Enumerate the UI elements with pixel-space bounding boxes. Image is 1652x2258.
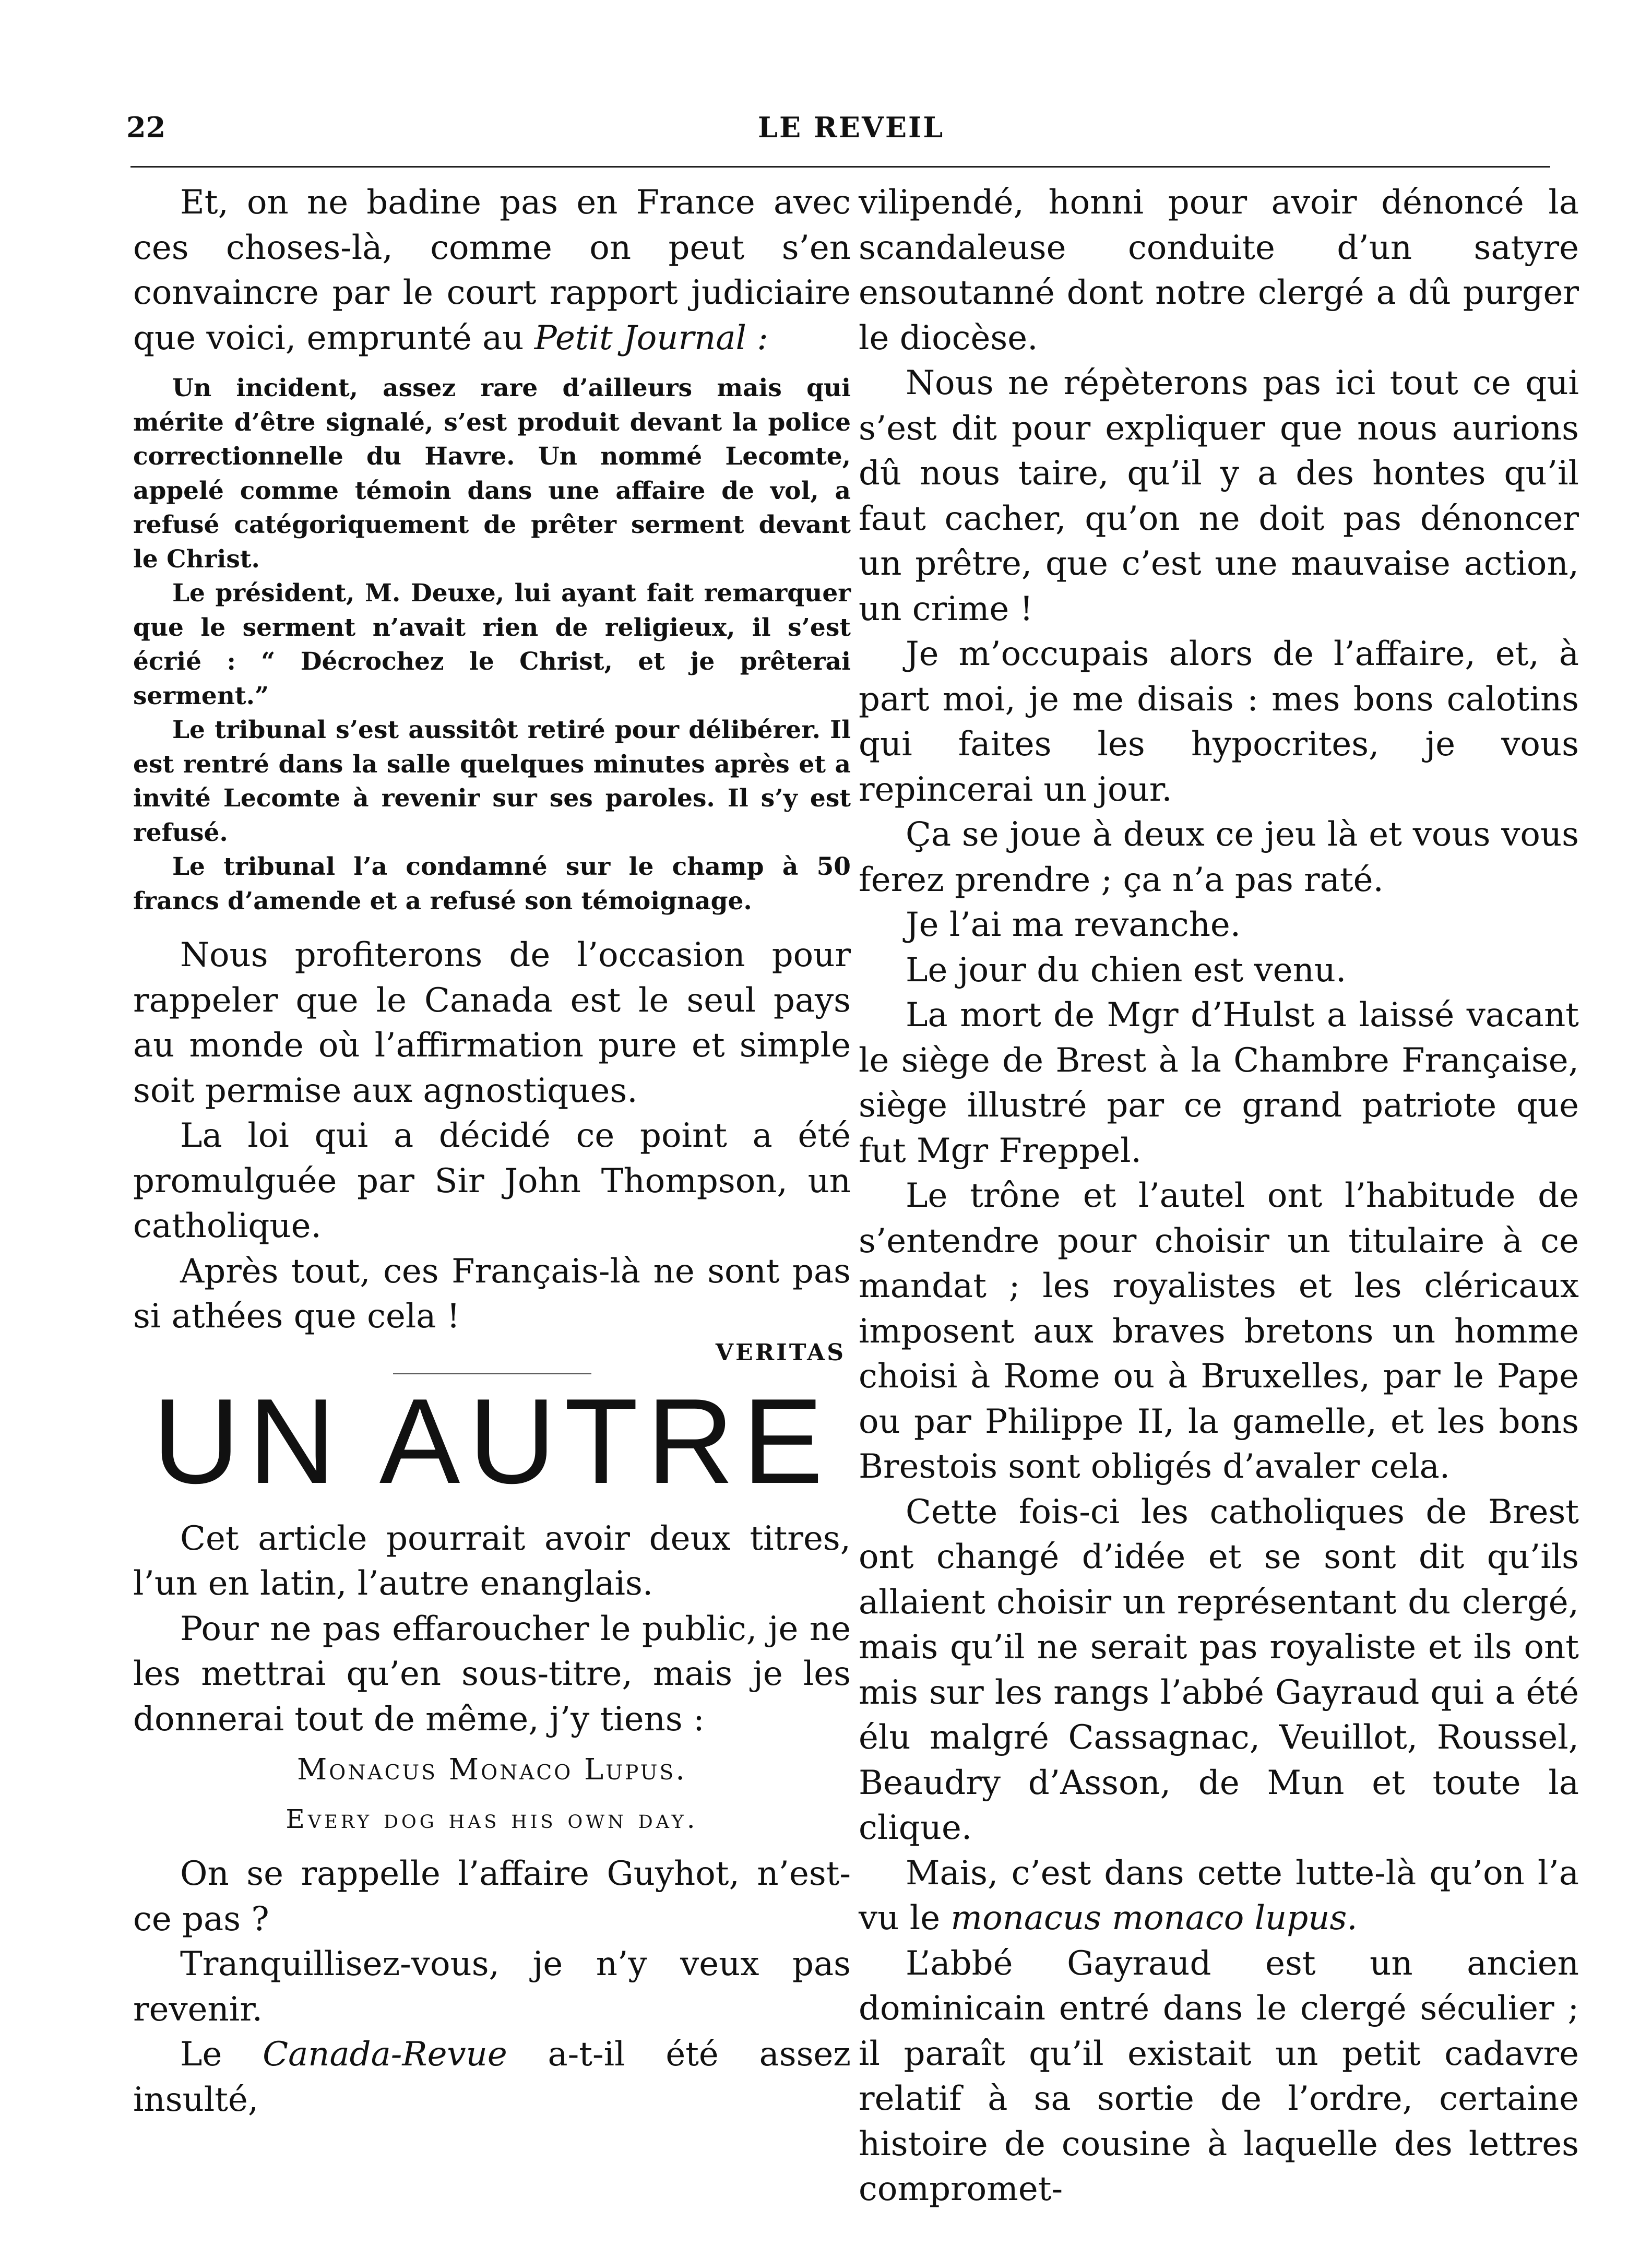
paragraph-text: Mais, c’est dans cette lutte-là qu’on l’a vu le <box>859 1853 1579 1938</box>
right-column <box>859 180 1579 2212</box>
paragraph: Après tout, ces Français-là ne sont pas si athées que cela ! <box>133 1252 851 1336</box>
left-column <box>133 180 851 2122</box>
paragraph: Pour ne pas effaroucher le public, je ne les mettrai qu’en sous-titre, mais je les donnerai tout de même, j’y tiens : <box>133 1609 851 1739</box>
paragraph: Je l’ai ma revanche. <box>906 906 1241 944</box>
paragraph: vilipendé, honni pour avoir dénoncé la scandaleuse conduite d’un satyre ensoutanné dont notre clergé a dû purger le diocèse. <box>859 183 1579 358</box>
paragraph <box>133 180 851 361</box>
latin-subtitle: Monacus Monaco Lupus. <box>296 1753 687 1787</box>
paragraph: La mort de Mgr d’Hulst a laissé vacant le siège de Brest à la Chambre Française, siège illustré par ce grand patriote que fut Mgr Freppel. <box>859 996 1579 1170</box>
author-signature: VERITAS <box>715 1339 846 1366</box>
paragraph: On se rappelle l’affaire Guyhot, n’est-ce pas ? <box>133 1855 851 1939</box>
article-title: UN AUTRE <box>152 1373 832 1509</box>
paragraph-text: a-t-il été assez insulté, <box>133 2035 851 2119</box>
court-report-quote <box>133 371 851 918</box>
paragraph: L’abbé Gayraud est un ancien dominicain entré dans le clergé séculier ; il paraît qu’il existait un petit cadavre relatif à sa sortie de l’ordre, certaine histoire de cousine à laquelle des lettres compromet- <box>859 1944 1579 2208</box>
paragraph: Nous ne répèterons pas ici tout ce qui s’est dit pour expliquer que nous aurions dû nous taire, qu’il y a des hontes qu’il faut cacher, qu’on ne doit pas dénoncer un prêtre, que c’est une mauvaise action, un crime ! <box>859 364 1579 628</box>
paragraph: Cet article pourrait avoir deux titres, l’un en latin, l’autre enanglais. <box>133 1519 851 1603</box>
paragraph: Le trône et l’autel ont l’habitude de s’entendre pour choisir un titulaire à ce mandat ; les royalistes et les cléricaux imposent aux braves bretons un homme choisi à Rome ou à Bruxelles, par le Pape ou par Philippe II, la gamelle, et les bons Brestois sont obligés d’avaler cela. <box>859 1176 1579 1486</box>
paragraph <box>859 1851 1579 1941</box>
paragraph: La loi qui a décidé ce point a été promulguée par Sir John Thompson, un catholique. <box>133 1116 851 1245</box>
paragraph <box>133 2032 851 2122</box>
running-title: LE REVEIL <box>758 111 945 144</box>
paragraph: Nous profiterons de l’occasion pour rappeler que le Canada est le seul pays au monde où l’affirmation pure et simple soit permise aux agnostiques. <box>133 936 851 1110</box>
page-number: 22 <box>126 111 166 144</box>
journal-name: Canada-Revue <box>263 2035 507 2074</box>
english-subtitle: Every dog has his own day. <box>286 1804 698 1834</box>
header-rule <box>130 166 1550 168</box>
newspaper-name: Petit Journal : <box>534 318 768 358</box>
quote-paragraph: Le tribunal l’a condamné sur le champ à 50 francs d’amende et a refusé son témoignage. <box>133 852 851 916</box>
page-header <box>126 104 1463 151</box>
quote-paragraph: Le tribunal s’est aussitôt retiré pour délibérer. Il est rentré dans la salle quelques minutes après et a invité Lecomte à revenir sur ses paroles. Il s’y est refusé. <box>133 716 851 847</box>
paragraph: Ça se joue à deux ce jeu là et vous vous ferez prendre ; ça n’a pas raté. <box>859 815 1579 899</box>
paragraph: Tranquillisez-vous, je n’y veux pas revenir. <box>133 1945 851 2029</box>
paragraph: Cette fois-ci les catholiques de Brest ont changé d’idée et se sont dit qu’ils allaient choisir un représentant du clergé, mais qu’il ne serait pas royaliste et ils ont mis sur les rangs l’abbé Gayraud qui a été élu malgré Cassagnac, Veuillot, Roussel, Beaudry d’Asson, de Mun et toute la clique. <box>859 1492 1579 1847</box>
paragraph-text: Et, on ne badine pas en France avec ces choses-là, comme on peut s’en convaincre par le court rapport judiciaire que voici, emprunté au <box>133 183 851 358</box>
paragraph: Le jour du chien est venu. <box>906 950 1347 990</box>
quote-paragraph: Un incident, assez rare d’ailleurs mais qui mérite d’être signalé, s’est produit devant la police correctionnelle du Havre. Un nommé Lecomte, appelé comme témoin dans une affaire de vol, a refusé catégoriquement de prêter serment devant le Christ. <box>133 374 851 574</box>
paragraph: Je m’occupais alors de l’affaire, et, à part moi, je me disais : mes bons calotins qui faites les hypocrites, je vous repincerai un jour. <box>859 635 1579 809</box>
quote-paragraph: Le président, M. Deuxe, lui ayant fait remarquer que le serment n’avait rien de religieux, il s’est écrié : “ Décrochez le Christ, et je prêterai serment.” <box>133 579 851 710</box>
paragraph-text: Le <box>180 2035 222 2074</box>
latin-phrase: monacus monaco lupus. <box>950 1899 1358 1938</box>
